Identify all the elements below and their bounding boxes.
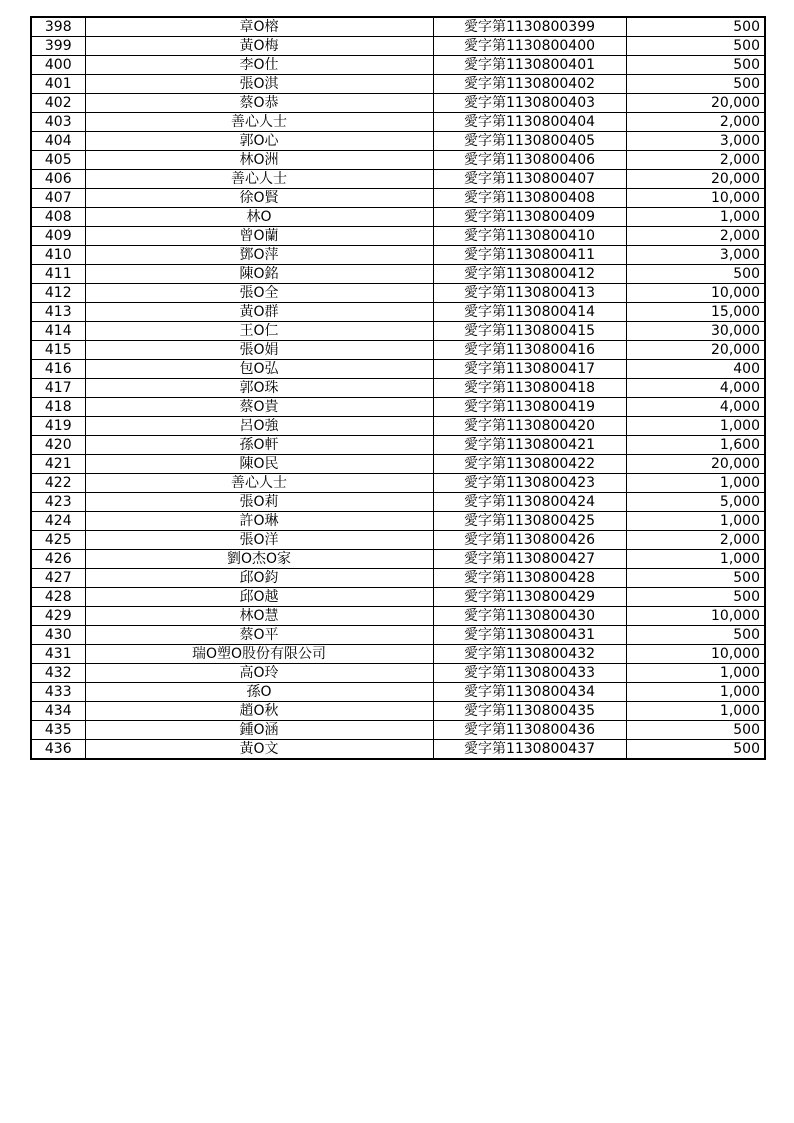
donation-amount: 500 [626, 588, 765, 607]
donation-amount: 500 [626, 721, 765, 740]
donor-name: 張O淇 [85, 75, 433, 94]
donor-name: 趙O秋 [85, 702, 433, 721]
receipt-number: 愛字第1130800411 [433, 246, 626, 265]
table-row [31, 645, 765, 664]
receipt-number: 愛字第1130800413 [433, 284, 626, 303]
donor-name: 善心人士 [85, 113, 433, 132]
donation-amount: 20,000 [626, 341, 765, 360]
donor-name: 李O仕 [85, 56, 433, 75]
table-row [31, 94, 765, 113]
donation-amount: 1,600 [626, 436, 765, 455]
table-row [31, 227, 765, 246]
donor-name: 陳O民 [85, 455, 433, 474]
donation-amount: 10,000 [626, 607, 765, 626]
donation-amount: 500 [626, 56, 765, 75]
donation-amount: 10,000 [626, 284, 765, 303]
table-row [31, 626, 765, 645]
table-row [31, 246, 765, 265]
donor-name: 孫O [85, 683, 433, 702]
donor-name: 劉O杰O家 [85, 550, 433, 569]
table-row [31, 588, 765, 607]
table-row [31, 151, 765, 170]
donation-amount: 15,000 [626, 303, 765, 322]
table-row [31, 37, 765, 56]
donor-name: 王O仁 [85, 322, 433, 341]
receipt-number: 愛字第1130800421 [433, 436, 626, 455]
receipt-number: 愛字第1130800425 [433, 512, 626, 531]
donation-amount: 2,000 [626, 113, 765, 132]
row-number: 434 [31, 702, 85, 721]
donation-amount: 500 [626, 37, 765, 56]
table-row [31, 322, 765, 341]
donor-name: 邱O鈞 [85, 569, 433, 588]
receipt-number: 愛字第1130800418 [433, 379, 626, 398]
table-row [31, 607, 765, 626]
donor-name: 瑞O塑O股份有限公司 [85, 645, 433, 664]
row-number: 423 [31, 493, 85, 512]
donor-name: 蔡O貴 [85, 398, 433, 417]
donation-amount: 3,000 [626, 246, 765, 265]
receipt-number: 愛字第1130800427 [433, 550, 626, 569]
row-number: 424 [31, 512, 85, 531]
receipt-number: 愛字第1130800414 [433, 303, 626, 322]
donation-table-body [31, 17, 765, 759]
donor-name: 黃O梅 [85, 37, 433, 56]
receipt-number: 愛字第1130800426 [433, 531, 626, 550]
table-row [31, 474, 765, 493]
donor-name: 曾O蘭 [85, 227, 433, 246]
table-row [31, 265, 765, 284]
row-number: 435 [31, 721, 85, 740]
receipt-number: 愛字第1130800405 [433, 132, 626, 151]
row-number: 405 [31, 151, 85, 170]
row-number: 408 [31, 208, 85, 227]
table-row [31, 512, 765, 531]
receipt-number: 愛字第1130800412 [433, 265, 626, 284]
donor-name: 郭O心 [85, 132, 433, 151]
receipt-number: 愛字第1130800417 [433, 360, 626, 379]
row-number: 419 [31, 417, 85, 436]
receipt-number: 愛字第1130800406 [433, 151, 626, 170]
donation-amount: 20,000 [626, 94, 765, 113]
donation-amount: 1,000 [626, 683, 765, 702]
receipt-number: 愛字第1130800433 [433, 664, 626, 683]
row-number: 403 [31, 113, 85, 132]
donation-amount: 1,000 [626, 474, 765, 493]
table-row [31, 740, 765, 760]
table-row [31, 303, 765, 322]
donation-amount: 2,000 [626, 151, 765, 170]
receipt-number: 愛字第1130800434 [433, 683, 626, 702]
receipt-number: 愛字第1130800415 [433, 322, 626, 341]
donation-amount: 1,000 [626, 208, 765, 227]
receipt-number: 愛字第1130800402 [433, 75, 626, 94]
receipt-number: 愛字第1130800404 [433, 113, 626, 132]
donation-amount: 1,000 [626, 664, 765, 683]
receipt-number: 愛字第1130800437 [433, 740, 626, 760]
receipt-number: 愛字第1130800407 [433, 170, 626, 189]
donation-amount: 10,000 [626, 189, 765, 208]
table-row [31, 17, 765, 37]
donor-name: 林O [85, 208, 433, 227]
donor-name: 黃O文 [85, 740, 433, 760]
donation-amount: 1,000 [626, 512, 765, 531]
donor-name: 呂O強 [85, 417, 433, 436]
row-number: 409 [31, 227, 85, 246]
row-number: 415 [31, 341, 85, 360]
receipt-number: 愛字第1130800400 [433, 37, 626, 56]
donation-amount: 500 [626, 265, 765, 284]
row-number: 427 [31, 569, 85, 588]
table-row [31, 550, 765, 569]
donor-name: 孫O軒 [85, 436, 433, 455]
row-number: 420 [31, 436, 85, 455]
donor-name: 張O莉 [85, 493, 433, 512]
donor-name: 許O琳 [85, 512, 433, 531]
table-row [31, 56, 765, 75]
row-number: 426 [31, 550, 85, 569]
receipt-number: 愛字第1130800436 [433, 721, 626, 740]
row-number: 417 [31, 379, 85, 398]
donation-amount: 2,000 [626, 227, 765, 246]
donor-name: 陳O銘 [85, 265, 433, 284]
donation-amount: 4,000 [626, 379, 765, 398]
donor-name: 張O娟 [85, 341, 433, 360]
row-number: 422 [31, 474, 85, 493]
row-number: 428 [31, 588, 85, 607]
table-row [31, 417, 765, 436]
donor-name: 鍾O涵 [85, 721, 433, 740]
donor-name: 鄧O萍 [85, 246, 433, 265]
table-row [31, 683, 765, 702]
donation-amount: 1,000 [626, 702, 765, 721]
receipt-number: 愛字第1130800429 [433, 588, 626, 607]
donation-amount: 500 [626, 17, 765, 37]
row-number: 430 [31, 626, 85, 645]
donation-amount: 10,000 [626, 645, 765, 664]
donation-amount: 4,000 [626, 398, 765, 417]
receipt-number: 愛字第1130800432 [433, 645, 626, 664]
table-row [31, 398, 765, 417]
donation-amount: 500 [626, 75, 765, 94]
receipt-number: 愛字第1130800403 [433, 94, 626, 113]
donation-amount: 500 [626, 569, 765, 588]
row-number: 412 [31, 284, 85, 303]
table-row [31, 189, 765, 208]
table-row [31, 341, 765, 360]
row-number: 410 [31, 246, 85, 265]
receipt-number: 愛字第1130800430 [433, 607, 626, 626]
donation-amount: 20,000 [626, 170, 765, 189]
row-number: 436 [31, 740, 85, 760]
receipt-number: 愛字第1130800410 [433, 227, 626, 246]
donation-amount: 500 [626, 740, 765, 760]
donor-name: 黃O群 [85, 303, 433, 322]
donor-name: 張O全 [85, 284, 433, 303]
donation-amount: 1,000 [626, 417, 765, 436]
row-number: 433 [31, 683, 85, 702]
donor-name: 林O慧 [85, 607, 433, 626]
row-number: 418 [31, 398, 85, 417]
donor-name: 善心人士 [85, 170, 433, 189]
donor-name: 善心人士 [85, 474, 433, 493]
row-number: 401 [31, 75, 85, 94]
row-number: 398 [31, 17, 85, 37]
table-row [31, 721, 765, 740]
row-number: 407 [31, 189, 85, 208]
donation-amount: 3,000 [626, 132, 765, 151]
receipt-number: 愛字第1130800422 [433, 455, 626, 474]
donation-amount: 400 [626, 360, 765, 379]
row-number: 421 [31, 455, 85, 474]
donor-name: 林O洲 [85, 151, 433, 170]
receipt-number: 愛字第1130800420 [433, 417, 626, 436]
receipt-number: 愛字第1130800428 [433, 569, 626, 588]
table-row [31, 208, 765, 227]
donor-name: 張O洋 [85, 531, 433, 550]
row-number: 406 [31, 170, 85, 189]
receipt-number: 愛字第1130800401 [433, 56, 626, 75]
table-row [31, 436, 765, 455]
receipt-number: 愛字第1130800419 [433, 398, 626, 417]
donor-name: 高O玲 [85, 664, 433, 683]
row-number: 416 [31, 360, 85, 379]
row-number: 432 [31, 664, 85, 683]
receipt-number: 愛字第1130800416 [433, 341, 626, 360]
table-row [31, 360, 765, 379]
donor-name: 郭O珠 [85, 379, 433, 398]
table-row [31, 132, 765, 151]
table-row [31, 569, 765, 588]
donation-amount: 20,000 [626, 455, 765, 474]
donor-name: 章O榕 [85, 17, 433, 37]
donor-name: 蔡O恭 [85, 94, 433, 113]
donor-name: 蔡O平 [85, 626, 433, 645]
receipt-number: 愛字第1130800435 [433, 702, 626, 721]
table-row [31, 75, 765, 94]
row-number: 429 [31, 607, 85, 626]
donor-name: 徐O賢 [85, 189, 433, 208]
table-row [31, 493, 765, 512]
table-row [31, 702, 765, 721]
table-row [31, 379, 765, 398]
table-row [31, 113, 765, 132]
donor-name: 包O弘 [85, 360, 433, 379]
row-number: 404 [31, 132, 85, 151]
receipt-number: 愛字第1130800399 [433, 17, 626, 37]
row-number: 414 [31, 322, 85, 341]
row-number: 411 [31, 265, 85, 284]
receipt-number: 愛字第1130800424 [433, 493, 626, 512]
donor-name: 邱O越 [85, 588, 433, 607]
row-number: 431 [31, 645, 85, 664]
donation-amount: 1,000 [626, 550, 765, 569]
table-row [31, 284, 765, 303]
receipt-number: 愛字第1130800431 [433, 626, 626, 645]
row-number: 402 [31, 94, 85, 113]
table-row [31, 664, 765, 683]
donation-amount: 2,000 [626, 531, 765, 550]
row-number: 425 [31, 531, 85, 550]
table-row [31, 455, 765, 474]
donation-amount: 5,000 [626, 493, 765, 512]
row-number: 399 [31, 37, 85, 56]
receipt-number: 愛字第1130800409 [433, 208, 626, 227]
donation-table [30, 16, 766, 760]
table-row [31, 170, 765, 189]
receipt-number: 愛字第1130800408 [433, 189, 626, 208]
donation-amount: 30,000 [626, 322, 765, 341]
document-page [30, 16, 764, 760]
table-row [31, 531, 765, 550]
row-number: 400 [31, 56, 85, 75]
donation-amount: 500 [626, 626, 765, 645]
row-number: 413 [31, 303, 85, 322]
receipt-number: 愛字第1130800423 [433, 474, 626, 493]
